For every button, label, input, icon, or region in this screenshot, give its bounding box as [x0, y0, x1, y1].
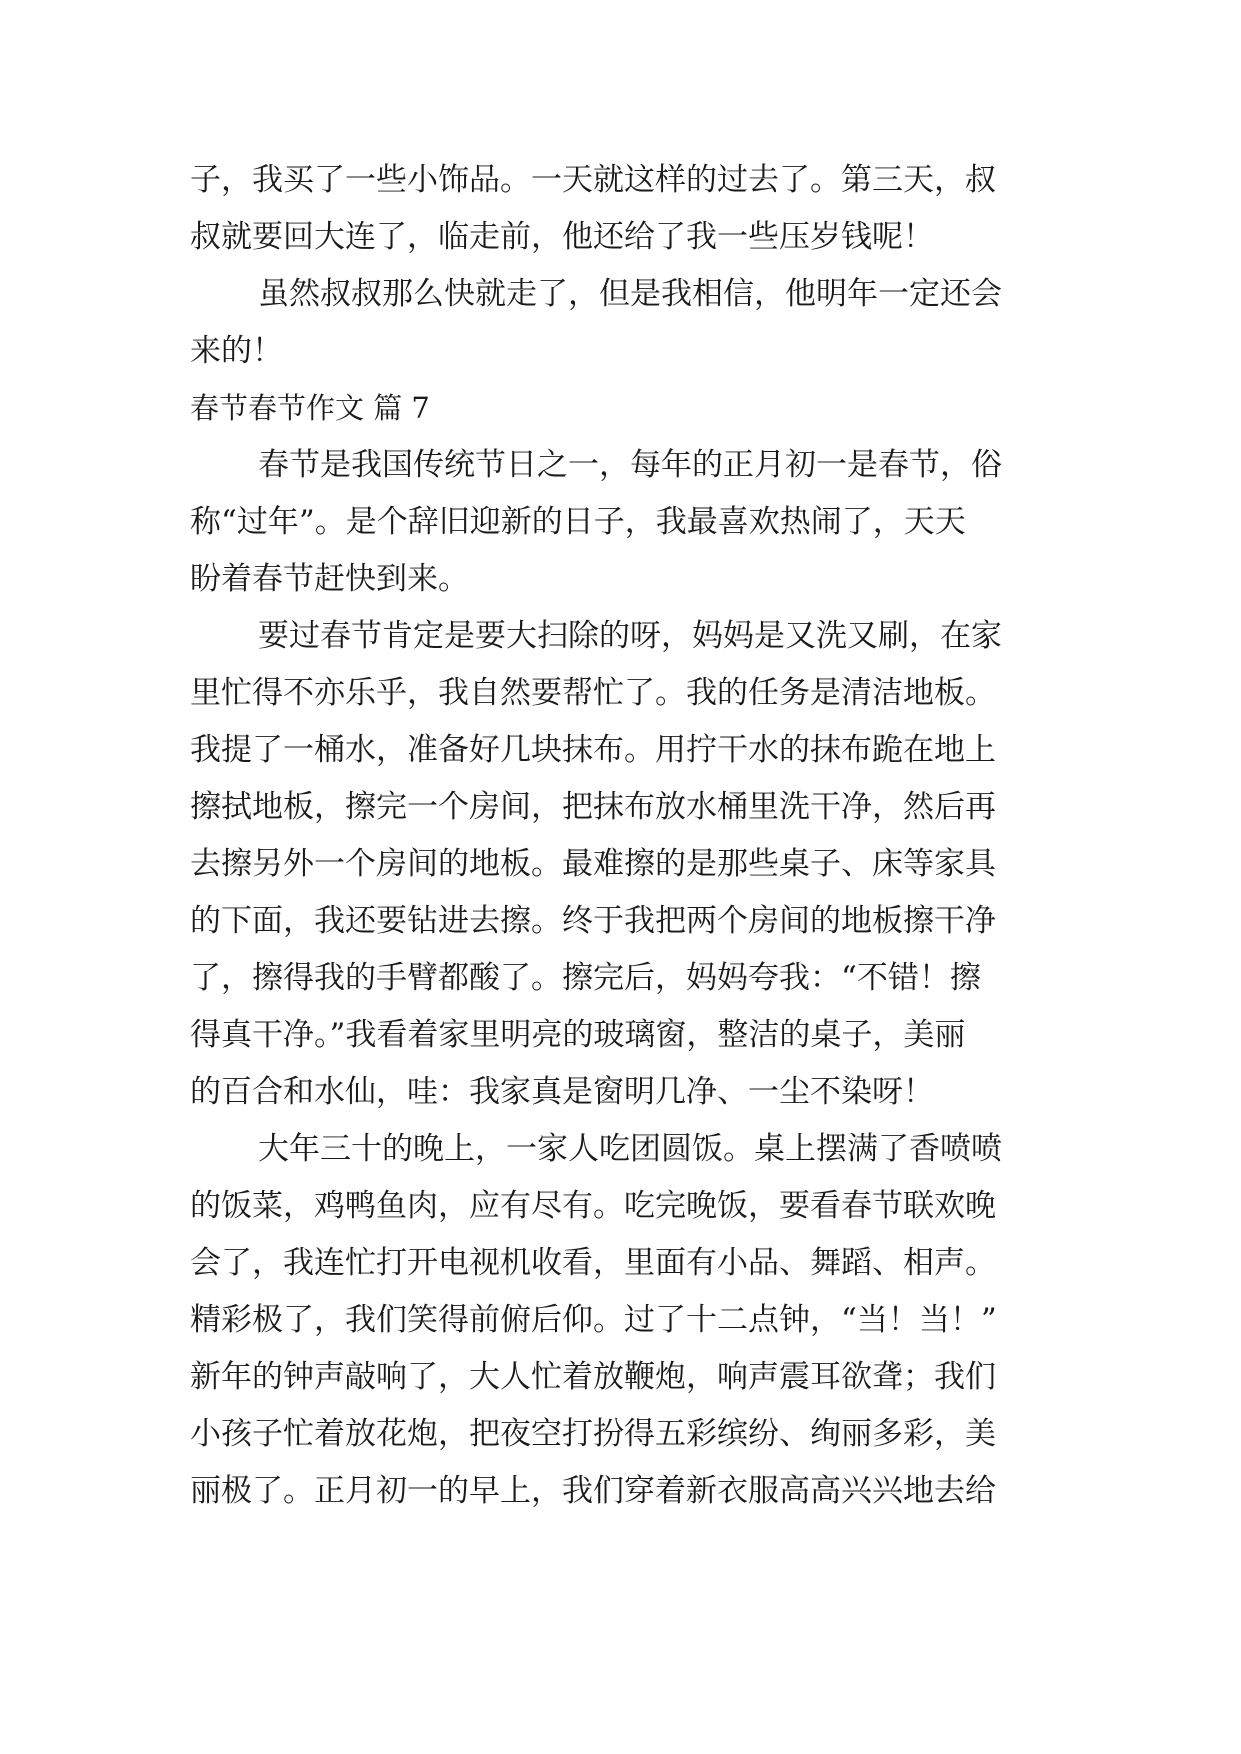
text-line: 叔就要回大连了，临走前，他还给了我一些压岁钱呢！ — [190, 219, 934, 255]
text-line: 的百合和水仙，哇：我家真是窗明几净、一尘不染呀！ — [190, 1074, 934, 1110]
text-line: 里忙得不亦乐乎，我自然要帮忙了。我的任务是清洁地板。 — [190, 675, 996, 711]
text-line: 的饭菜，鸡鸭鱼肉，应有尽有。吃完晚饭，要看春节联欢晚 — [190, 1188, 996, 1224]
text-line: 虽然叔叔那么快就走了，但是我相信，他明年一定还会 — [258, 276, 1002, 312]
text-line: 了，擦得我的手臂都酸了。擦完后，妈妈夸我：“不错！擦 — [190, 960, 981, 996]
essay-text — [190, 152, 1070, 1520]
text-line: 去擦另外一个房间的地板。最难擦的是那些桌子、床等家具 — [190, 846, 996, 882]
text-line: 来的！ — [190, 333, 283, 369]
section-heading: 春节春节作文 篇 7 — [190, 391, 430, 425]
text-line: 大年三十的晚上，一家人吃团圆饭。桌上摆满了香喷喷 — [258, 1131, 1002, 1167]
text-line: 我提了一桶水，准备好几块抹布。用拧干水的抹布跪在地上 — [190, 732, 996, 768]
text-line: 春节是我国传统节日之一，每年的正月初一是春节，俗 — [258, 447, 1002, 483]
text-line: 要过春节肯定是要大扫除的呀，妈妈是又洗又刷，在家 — [258, 618, 1002, 654]
text-line: 小孩子忙着放花炮，把夜空打扮得五彩缤纷、绚丽多彩，美 — [190, 1416, 996, 1452]
text-line: 新年的钟声敲响了，大人忙着放鞭炮，响声震耳欲聋；我们 — [190, 1359, 996, 1395]
text-line: 盼着春节赶快到来。 — [190, 561, 469, 597]
text-line: 会了，我连忙打开电视机收看，里面有小品、舞蹈、相声。 — [190, 1245, 996, 1281]
text-line: 擦拭地板，擦完一个房间，把抹布放水桶里洗干净，然后再 — [190, 789, 996, 825]
text-line: 称“过年”。是个辞旧迎新的日子，我最喜欢热闹了，天天 — [190, 504, 966, 540]
text-line: 得真干净。”我看着家里明亮的玻璃窗，整洁的桌子，美丽 — [190, 1017, 966, 1053]
text-line: 子，我买了一些小饰品。一天就这样的过去了。第三天，叔 — [190, 162, 996, 198]
text-line: 精彩极了，我们笑得前俯后仰。过了十二点钟，“当！当！” — [190, 1302, 997, 1338]
text-line: 的下面，我还要钻进去擦。终于我把两个房间的地板擦干净 — [190, 903, 996, 939]
text-line: 丽极了。正月初一的早上，我们穿着新衣服高高兴兴地去给 — [190, 1473, 996, 1509]
